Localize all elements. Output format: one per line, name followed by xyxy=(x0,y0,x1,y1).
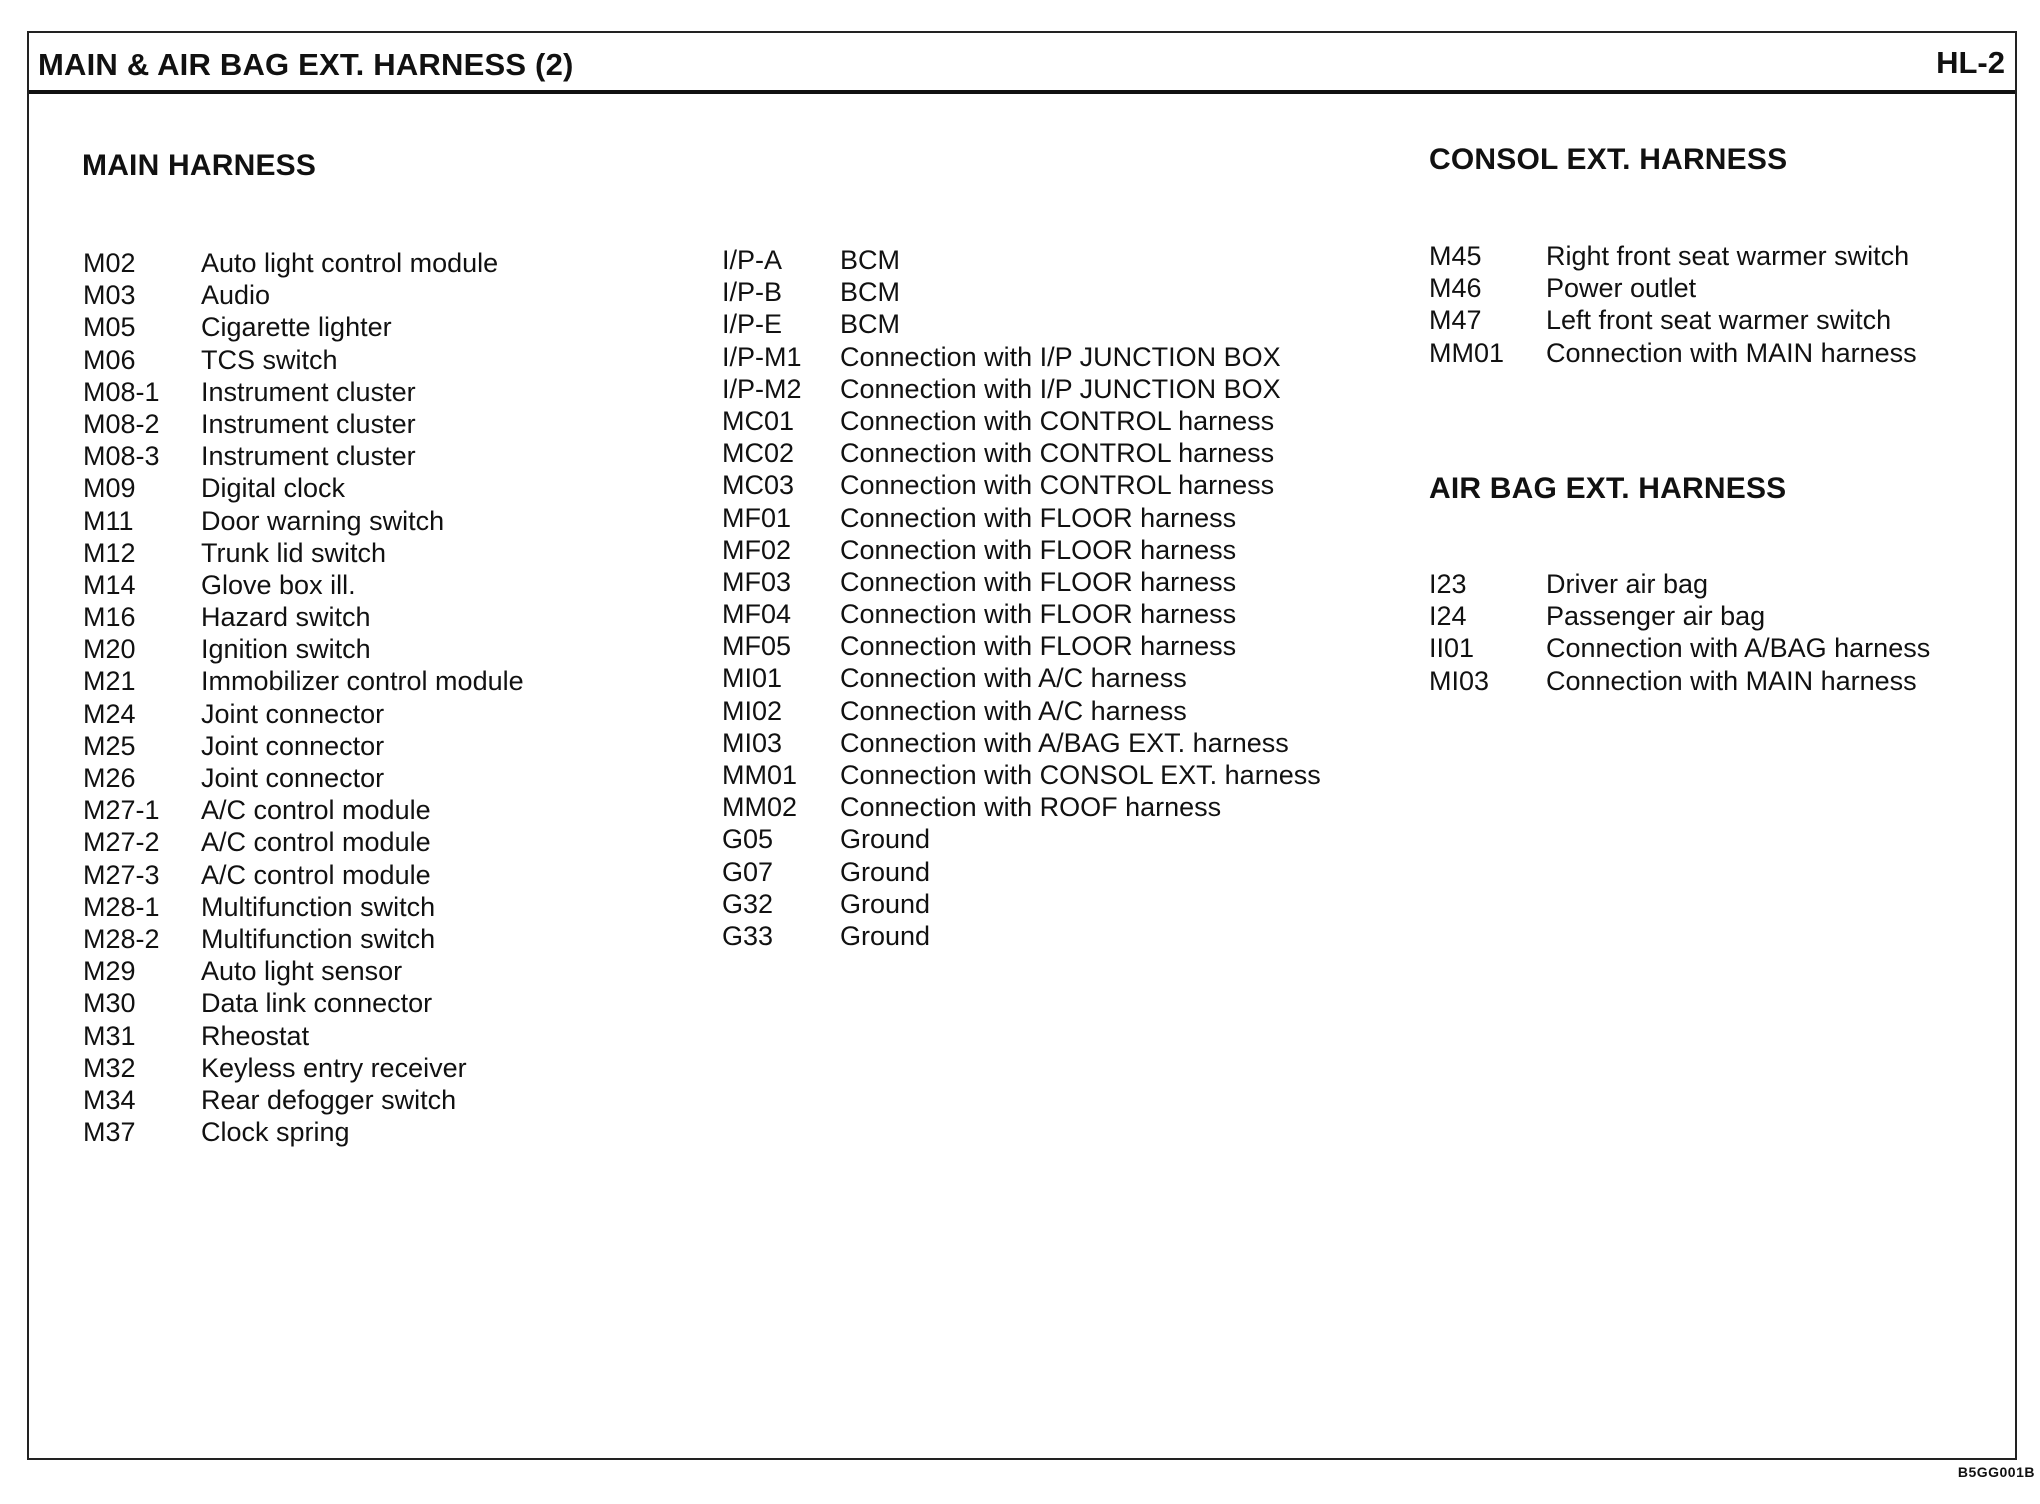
connector-description: Connection with CONTROL harness xyxy=(840,438,1275,469)
main-harness-continued-row xyxy=(722,662,1422,694)
connector-description: Connection with A/BAG EXT. harness xyxy=(840,727,1289,758)
main-harness-continued-list xyxy=(722,244,1422,952)
main-harness-row xyxy=(83,408,783,440)
consol-ext-harness-list xyxy=(1429,240,2040,369)
main-harness-row xyxy=(83,601,783,633)
main-harness-row xyxy=(83,1084,783,1116)
document-title: MAIN & AIR BAG EXT. HARNESS (2) xyxy=(38,47,574,82)
main-harness-title: MAIN HARNESS xyxy=(82,149,317,182)
main-harness-row xyxy=(83,569,783,601)
connector-code: M08-1 xyxy=(83,376,160,407)
connector-code: G05 xyxy=(722,824,774,855)
connector-description: A/C control module xyxy=(201,859,431,890)
connector-description: BCM xyxy=(840,245,900,275)
connector-code: M02 xyxy=(83,248,136,278)
connector-description: Connection with MAIN harness xyxy=(1546,337,1917,368)
connector-description: Cigarette lighter xyxy=(201,312,392,343)
connector-description: Connection with MAIN harness xyxy=(1546,665,1917,696)
main-harness-continued-row xyxy=(722,341,1422,373)
connector-description: Connection with FLOOR harness xyxy=(840,566,1237,597)
connector-description: Instrument cluster xyxy=(201,376,416,407)
connector-description: Passenger air bag xyxy=(1546,601,1766,632)
main-harness-continued-row xyxy=(722,856,1422,888)
connector-code: MI03 xyxy=(722,727,783,758)
connector-code: I/P-E xyxy=(722,309,783,340)
connector-code: M14 xyxy=(83,569,136,600)
main-harness-continued-row xyxy=(722,888,1422,920)
connector-description: Connection with I/P JUNCTION BOX xyxy=(840,373,1281,404)
connector-description: Connection with I/P JUNCTION BOX xyxy=(840,341,1281,372)
connector-code: MF03 xyxy=(722,566,792,597)
main-harness-row xyxy=(83,633,783,665)
connector-description: Instrument cluster xyxy=(201,408,416,439)
connector-code: I/P-M1 xyxy=(722,341,802,372)
connector-code: MM01 xyxy=(1429,337,1505,368)
connector-description: Left front seat warmer switch xyxy=(1546,305,1892,336)
main-harness-list xyxy=(83,247,783,1148)
consol-ext-harness-row xyxy=(1429,337,2040,369)
main-harness-continued-row xyxy=(722,630,1422,662)
main-harness-continued-row xyxy=(722,534,1422,566)
air-bag-ext-harness-row xyxy=(1429,600,2040,632)
connector-code: MI02 xyxy=(722,695,783,726)
main-harness-row xyxy=(83,1020,783,1052)
main-harness-row xyxy=(83,505,783,537)
connector-description: Connection with A/BAG harness xyxy=(1546,633,1931,664)
connector-description: TCS switch xyxy=(201,344,338,375)
connector-description: A/C control module xyxy=(201,827,431,858)
main-harness-continued-row xyxy=(722,308,1422,340)
connector-code: MC02 xyxy=(722,438,795,469)
connector-code: M12 xyxy=(83,537,136,568)
connector-code: M03 xyxy=(83,280,136,311)
connector-code: M08-3 xyxy=(83,441,160,472)
main-harness-row xyxy=(83,1052,783,1084)
connector-description: Rear defogger switch xyxy=(201,1084,457,1115)
connector-code: MC01 xyxy=(722,405,795,436)
main-harness-row xyxy=(83,376,783,408)
connector-description: Data link connector xyxy=(201,988,433,1019)
connector-code: II01 xyxy=(1429,633,1475,664)
main-harness-continued-row xyxy=(722,598,1422,630)
connector-description: A/C control module xyxy=(201,795,431,826)
connector-code: M28-2 xyxy=(83,923,160,954)
consol-ext-harness-title: CONSOL EXT. HARNESS xyxy=(1429,143,1788,176)
connector-description: Digital clock xyxy=(201,473,346,504)
main-harness-row xyxy=(83,665,783,697)
main-harness-continued-row xyxy=(722,727,1422,759)
connector-code: MC03 xyxy=(722,470,795,501)
document-header xyxy=(29,33,2015,94)
air-bag-ext-harness-row xyxy=(1429,665,2040,697)
connector-code: I23 xyxy=(1429,569,1467,599)
connector-code: MM02 xyxy=(722,792,798,823)
connector-description: Joint connector xyxy=(201,730,385,761)
connector-description: Connection with CONTROL harness xyxy=(840,405,1275,436)
connector-code: M45 xyxy=(1429,241,1482,271)
main-harness-row xyxy=(83,794,783,826)
connector-description: Auto light control module xyxy=(201,248,499,278)
connector-code: G33 xyxy=(722,920,774,951)
connector-code: I/P-A xyxy=(722,245,783,275)
main-harness-row xyxy=(83,762,783,794)
connector-description: Auto light sensor xyxy=(201,956,403,987)
main-harness-continued-row xyxy=(722,373,1422,405)
main-harness-row xyxy=(83,730,783,762)
main-harness-row xyxy=(83,247,783,279)
connector-description: Instrument cluster xyxy=(201,441,416,472)
main-harness-continued-row xyxy=(722,920,1422,952)
main-harness-continued-row xyxy=(722,405,1422,437)
main-harness-row xyxy=(83,440,783,472)
main-harness-row xyxy=(83,344,783,376)
connector-description: Power outlet xyxy=(1546,273,1697,304)
connector-code: M25 xyxy=(83,730,136,761)
connector-description: Hazard switch xyxy=(201,602,371,633)
main-harness-row xyxy=(83,987,783,1019)
connector-description: Clock spring xyxy=(201,1117,350,1148)
connector-code: MF04 xyxy=(722,599,792,630)
connector-code: M47 xyxy=(1429,305,1482,336)
connector-description: Ground xyxy=(840,856,931,887)
connector-code: I24 xyxy=(1429,601,1467,632)
connector-description: Connection with CONTROL harness xyxy=(840,470,1275,501)
main-harness-row xyxy=(83,472,783,504)
connector-code: M34 xyxy=(83,1084,136,1115)
connector-description: Connection with FLOOR harness xyxy=(840,631,1237,662)
connector-code: M37 xyxy=(83,1117,136,1148)
connector-description: Connection with FLOOR harness xyxy=(840,534,1237,565)
connector-code: M30 xyxy=(83,988,136,1019)
connector-description: Joint connector xyxy=(201,763,385,793)
connector-description: Ignition switch xyxy=(201,634,371,665)
connector-description: Glove box ill. xyxy=(201,569,356,600)
connector-description: Driver air bag xyxy=(1546,569,1709,599)
connector-description: Joint connector xyxy=(201,698,385,729)
connector-code: MI03 xyxy=(1429,665,1490,696)
main-harness-row xyxy=(83,537,783,569)
main-harness-row xyxy=(83,698,783,730)
connector-description: Connection with FLOOR harness xyxy=(840,502,1237,533)
page-code: HL-2 xyxy=(1936,45,2005,80)
connector-code: MF02 xyxy=(722,534,792,565)
main-harness-continued-row xyxy=(722,823,1422,855)
main-harness-row xyxy=(83,1116,783,1148)
connector-description: Connection with A/C harness xyxy=(840,695,1187,726)
main-harness-row xyxy=(83,923,783,955)
connector-description: Right front seat warmer switch xyxy=(1546,241,1910,271)
connector-code: M27-3 xyxy=(83,859,160,890)
main-harness-continued-row xyxy=(722,437,1422,469)
connector-description: Rheostat xyxy=(201,1020,310,1051)
air-bag-ext-harness-title: AIR BAG EXT. HARNESS xyxy=(1429,472,1787,505)
connector-description: Door warning switch xyxy=(201,505,445,536)
connector-description: Connection with ROOF harness xyxy=(840,792,1222,823)
connector-code: M09 xyxy=(83,473,136,504)
connector-code: G32 xyxy=(722,888,774,919)
connector-code: M28-1 xyxy=(83,891,160,922)
connector-code: I/P-B xyxy=(722,277,783,308)
main-harness-continued-row xyxy=(722,759,1422,791)
connector-description: Immobilizer control module xyxy=(201,666,524,697)
document-frame xyxy=(27,31,2017,1460)
connector-code: M06 xyxy=(83,344,136,375)
connector-code: M26 xyxy=(83,763,136,793)
main-harness-row xyxy=(83,955,783,987)
connector-description: Connection with FLOOR harness xyxy=(840,599,1237,630)
connector-code: MF05 xyxy=(722,631,792,662)
connector-code: M29 xyxy=(83,956,136,987)
figure-code: B5GG001B xyxy=(1957,1464,2035,1480)
main-harness-row xyxy=(83,279,783,311)
connector-description: Audio xyxy=(201,280,271,311)
connector-code: I/P-M2 xyxy=(722,373,802,404)
connector-code: MI01 xyxy=(722,663,783,694)
connector-description: Ground xyxy=(840,824,931,855)
connector-code: M46 xyxy=(1429,273,1482,304)
connector-description: Multifunction switch xyxy=(201,891,436,922)
main-harness-continued-row xyxy=(722,566,1422,598)
connector-code: M16 xyxy=(83,602,136,633)
main-harness-continued-row xyxy=(722,791,1422,823)
air-bag-ext-harness-list xyxy=(1429,568,2040,697)
main-harness-continued-row xyxy=(722,469,1422,501)
main-harness-continued-row xyxy=(722,244,1422,276)
connector-description: Ground xyxy=(840,920,931,951)
connector-description: Connection with CONSOL EXT. harness xyxy=(840,760,1321,790)
connector-code: G07 xyxy=(722,856,774,887)
main-harness-continued-row xyxy=(722,502,1422,534)
main-harness-row xyxy=(83,859,783,891)
main-harness-row xyxy=(83,311,783,343)
air-bag-ext-harness-row xyxy=(1429,632,2040,664)
connector-code: M24 xyxy=(83,698,136,729)
connector-description: Connection with A/C harness xyxy=(840,663,1187,694)
connector-code: M20 xyxy=(83,634,136,665)
connector-code: M21 xyxy=(83,666,136,697)
consol-ext-harness-row xyxy=(1429,240,2040,272)
main-harness-row xyxy=(83,826,783,858)
main-harness-continued-row xyxy=(722,695,1422,727)
connector-code: M11 xyxy=(83,505,134,536)
connector-code: M27-2 xyxy=(83,827,160,858)
connector-description: Trunk lid switch xyxy=(201,537,387,568)
connector-description: Ground xyxy=(840,888,931,919)
connector-code: M31 xyxy=(83,1020,136,1051)
connector-code: M08-2 xyxy=(83,408,160,439)
connector-description: Multifunction switch xyxy=(201,923,436,954)
main-harness-continued-row xyxy=(722,276,1422,308)
connector-code: M32 xyxy=(83,1052,136,1083)
air-bag-ext-harness-row xyxy=(1429,568,2040,600)
connector-description: Keyless entry receiver xyxy=(201,1052,467,1083)
main-harness-row xyxy=(83,891,783,923)
connector-code: MF01 xyxy=(722,502,792,533)
consol-ext-harness-row xyxy=(1429,272,2040,304)
connector-code: M27-1 xyxy=(83,795,160,826)
consol-ext-harness-row xyxy=(1429,304,2040,336)
connector-description: BCM xyxy=(840,309,900,340)
connector-description: BCM xyxy=(840,277,900,308)
connector-code: MM01 xyxy=(722,760,798,790)
connector-code: M05 xyxy=(83,312,136,343)
